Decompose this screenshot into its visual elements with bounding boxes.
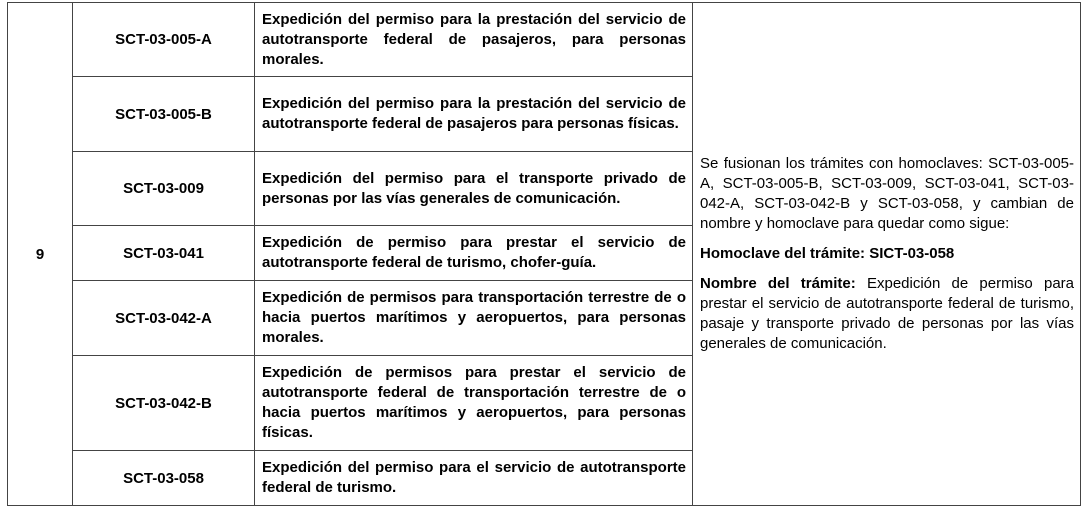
- procedure-code: SCT-03-041: [73, 226, 255, 281]
- procedure-description: [255, 226, 693, 281]
- procedure-description: [255, 356, 693, 451]
- procedure-description: [255, 451, 693, 506]
- procedure-code: SCT-03-009: [73, 152, 255, 226]
- nombre-line: [700, 274, 1074, 354]
- row-number: 9: [8, 3, 73, 506]
- procedure-description-text: Expedición de permisos para transportación terrestre de o hacia puertos marítimos y aeropuertos, para personas morales.: [262, 289, 686, 346]
- procedure-description: [255, 3, 693, 77]
- procedure-description-text: Expedición del permiso para la prestación del servicio de autotransporte federal de pasajeros, para personas morales.: [262, 10, 686, 68]
- procedure-code: SCT-03-058: [73, 451, 255, 506]
- merge-note-intro: Se fusionan los trámites con homoclaves: SCT-03-005-A, SCT-03-005-B, SCT-03-009, SCT-03-041, SCT-03-042-A, SCT-03-042-B y SCT-03-058, y cambian de nombre y homoclave para quedar como sigue:: [700, 155, 1074, 232]
- procedure-description-text: Expedición del permiso para la prestación del servicio de autotransporte federal de pasajeros para personas físicas.: [262, 95, 686, 132]
- procedure-description: [255, 152, 693, 226]
- procedure-code: SCT-03-005-A: [73, 3, 255, 77]
- procedure-description: [255, 77, 693, 152]
- procedure-description-text: Expedición de permiso para prestar el servicio de autotransporte federal de turismo, chofer-guía.: [262, 234, 686, 271]
- procedure-description-text: Expedición del permiso para el transporte privado de personas por las vías generales de comunicación.: [262, 169, 686, 207]
- homoclave-label: Homoclave del trámite:: [700, 245, 866, 262]
- procedure-code: SCT-03-042-A: [73, 281, 255, 356]
- procedure-code: SCT-03-042-B: [73, 356, 255, 451]
- homoclave-value: SICT-03-058: [869, 245, 955, 262]
- procedure-description-text: Expedición de permisos para prestar el servicio de autotransporte federal de transportación terrestre de o hacia puertos marítimos y aeropuertos, para personas físicas.: [262, 364, 686, 441]
- merge-note: [693, 3, 1081, 506]
- nombre-label: Nombre del trámite:: [700, 275, 856, 292]
- procedures-table: [7, 2, 1081, 506]
- homoclave-line: [700, 244, 1074, 264]
- procedure-description-text: Expedición del permiso para el servicio de autotransporte federal de turismo.: [262, 459, 686, 496]
- procedure-code: SCT-03-005-B: [73, 77, 255, 152]
- table-row: [8, 3, 1081, 77]
- nombre-value: Expedición de permiso para prestar el servicio de autotransporte federal de turismo, pasaje y transporte privado de personas por las vías generales de comunicación.: [700, 275, 1074, 352]
- procedure-description: [255, 281, 693, 356]
